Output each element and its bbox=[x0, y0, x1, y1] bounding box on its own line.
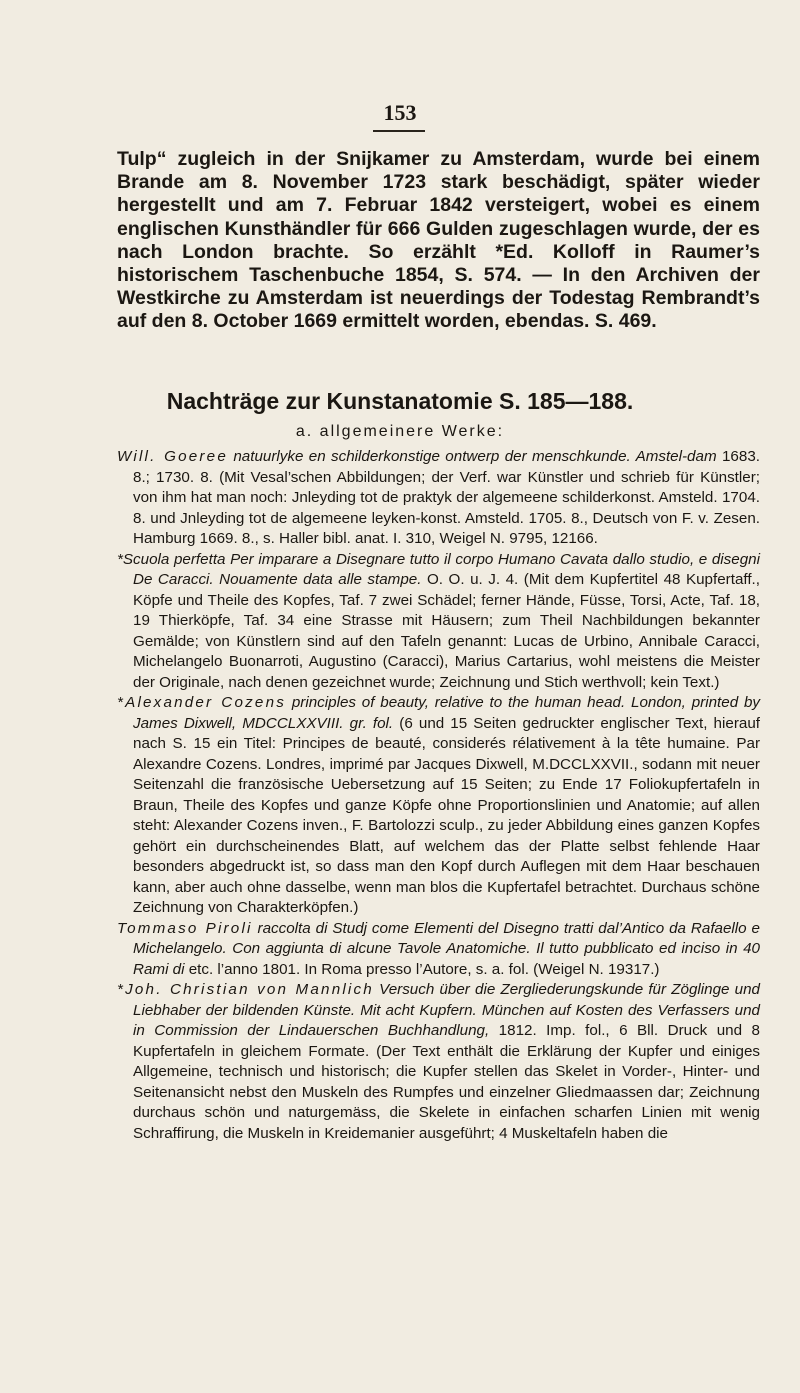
page-number-rule bbox=[373, 130, 425, 132]
section-title: Nachträge zur Kunstanatomie S. 185—188. bbox=[166, 388, 634, 414]
entry-author: Tommaso Piroli bbox=[117, 919, 253, 937]
bibliography-entry bbox=[117, 919, 760, 981]
entry-text: 1683. 8.; 1730. 8. (Mit Vesal’schen Abbildungen; der Verf. war Künstler und schrieb für Künstler; von ihm hat man noch: Jnleyding tot de praktyk der algemeene schilderkonst. Amsteld. 1704. 8. und Jnleyding tot de algemeene leyken-konst. Amsteld. 1705. 8., Deutsch von F. v. Zesen. Hamburg 1669. 8., s. Haller bibl. anat. I. 310, Weigel N. 9795, 12166. bbox=[133, 448, 760, 547]
bibliography-entry bbox=[117, 550, 760, 694]
entry-title: perfetta Per imparare a Disegnare tutto il corpo Humano Cavata dallo studio, e disegni De Caracci. Nouamente data alle stampe. bbox=[133, 550, 760, 588]
entry-author: Will. Goeree bbox=[117, 448, 228, 465]
entry-author: *Scuola bbox=[117, 550, 170, 568]
page-number: 153 bbox=[383, 100, 417, 125]
entry-title: raccolta di Studj come Elementi del Disegno tratti dal’Antico da Rafaello e Michelangelo. Con aggiunta di alcune Tavole Anatomiche. Il tutto pubblicato ed inciso in 40 Rami di bbox=[133, 919, 760, 978]
entry-text: O. O. u. J. 4. (Mit dem Kupfertitel 48 Kupfertaff., Köpfe und Theile des Kopfes, Taf. 7 zwei Schädel; ferner Hände, Füsse, Torsi, Acte, Taf. 18, 19 Thierköpfe, Taf. 34 eine Strasse mit Häusern; zum Theil Nachbildungen bekannter Gemälde; von Künstlern sind auf den Tafeln genannt: Lucas de Urbino, Annibale Caracci, Michelangelo Buonarroti, Augustino (Caracci), Marius Cartarius, wohl meistens die Meister der Originale, nach denen gezeichnet wurde; Zeichnung und Stich werthvoll; kein Text.) bbox=[133, 571, 760, 691]
bibliography-list bbox=[117, 447, 760, 1144]
entry-text: etc. l’anno 1801. In Roma presso l’Autore, s. a. fol. (Weigel N. 19317.) bbox=[188, 960, 660, 978]
lead-paragraph: Tulp“ zugleich in der Snijkamer zu Amsterdam, wurde bei einem Brande am 8. November 1723 stark beschädigt, später wieder hergestellt und am 7. Februar 1842 versteigert, wobei es einem englischen Kunsthändler für 666 Gulden zugeschlagen wurde, der es nach London brachte. So erzählt *Ed. Kolloff in Raumer’s historischem Taschenbuche 1854, S. 574. — In den Archiven der Westkirche zu Amsterdam ist neuerdings der Todestag Rembrandt’s auf den 8. October 1669 ermittelt worden, ebendas. S. 469. bbox=[117, 148, 760, 333]
entry-author: *Joh. Christian von Mannlich bbox=[117, 981, 374, 998]
entry-title: natuurlyke en schilderkonstige ontwerp der menschkunde. Amstel-dam bbox=[233, 448, 717, 465]
subheading: a. allgemeinere Werke: bbox=[295, 423, 505, 440]
entry-title: Versuch über die Zergliederungskunde für Zöglinge und Liebhaber der bildenden Künste. Mit acht Kupfern. München auf Kosten des Verfassers und in Commission der Lindauerschen Buchhandlung, bbox=[133, 981, 760, 1039]
bibliography-entry bbox=[117, 693, 760, 919]
entry-text: (6 und 15 Seiten gedruckter englischer Text, hierauf nach S. 15 ein Titel: Principes de beauté, considerés rélativement à la tête humaine. Par Alexandre Cozens. Londres, imprimé par Jacques Dixwell, M.DCCLXXVII., sodann mit neuer Seitenzahl die französische Uebersetzung auf 15 Seiten; zu Ende 17 Foliokupfertafeln in Braun, Theile des Kopfes und ganze Köpfe ohne Proportionslinien und Anatomie; auf allen steht: Alexander Cozens inven., F. Bartolozzi sculp., zu jeder Abbildung eines ganzen Kopfes gehört ein durchscheinendes Blatt, auf welchem das der Platte selbst fehlende Haar besonders abgedruckt ist, so dass man den Kopf durch Auflegen mit dem Haar beschauen kann, aber auch ohne dasselbe, wenn man blos die Kupfertafel betrachtet. Durchaus schöne Zeichnung von Charakterköpfen.) bbox=[133, 714, 760, 916]
entry-text: 1812. Imp. fol., 6 Bll. Druck und 8 Kupfertafeln in gleichem Formate. (Der Text enthält die Erklärung der Kupfer und einiges Allgemeine, technisch und historisch; die Kupfer stellen das Skelet in Vorder-, Hinter- und Seitenansicht nebst den Muskeln des Rumpfes und einzelner Gliedmaassen dar; Zeichnung durchaus schön und naturgemäss, die Skelete in einfachen scharfen Linien mit wenig Schraffirung, die Muskeln in Kreidemanier ausgeführt; 4 Muskeltafeln haben die bbox=[133, 1022, 760, 1142]
entry-author: *Alexander Cozens bbox=[117, 694, 287, 711]
bibliography-entry bbox=[117, 447, 760, 550]
bibliography-entry bbox=[117, 980, 760, 1144]
entry-title: principles of beauty, relative to the human head. London, printed by James Dixwell, MDCCLXXVIII. gr. fol. bbox=[133, 694, 760, 732]
